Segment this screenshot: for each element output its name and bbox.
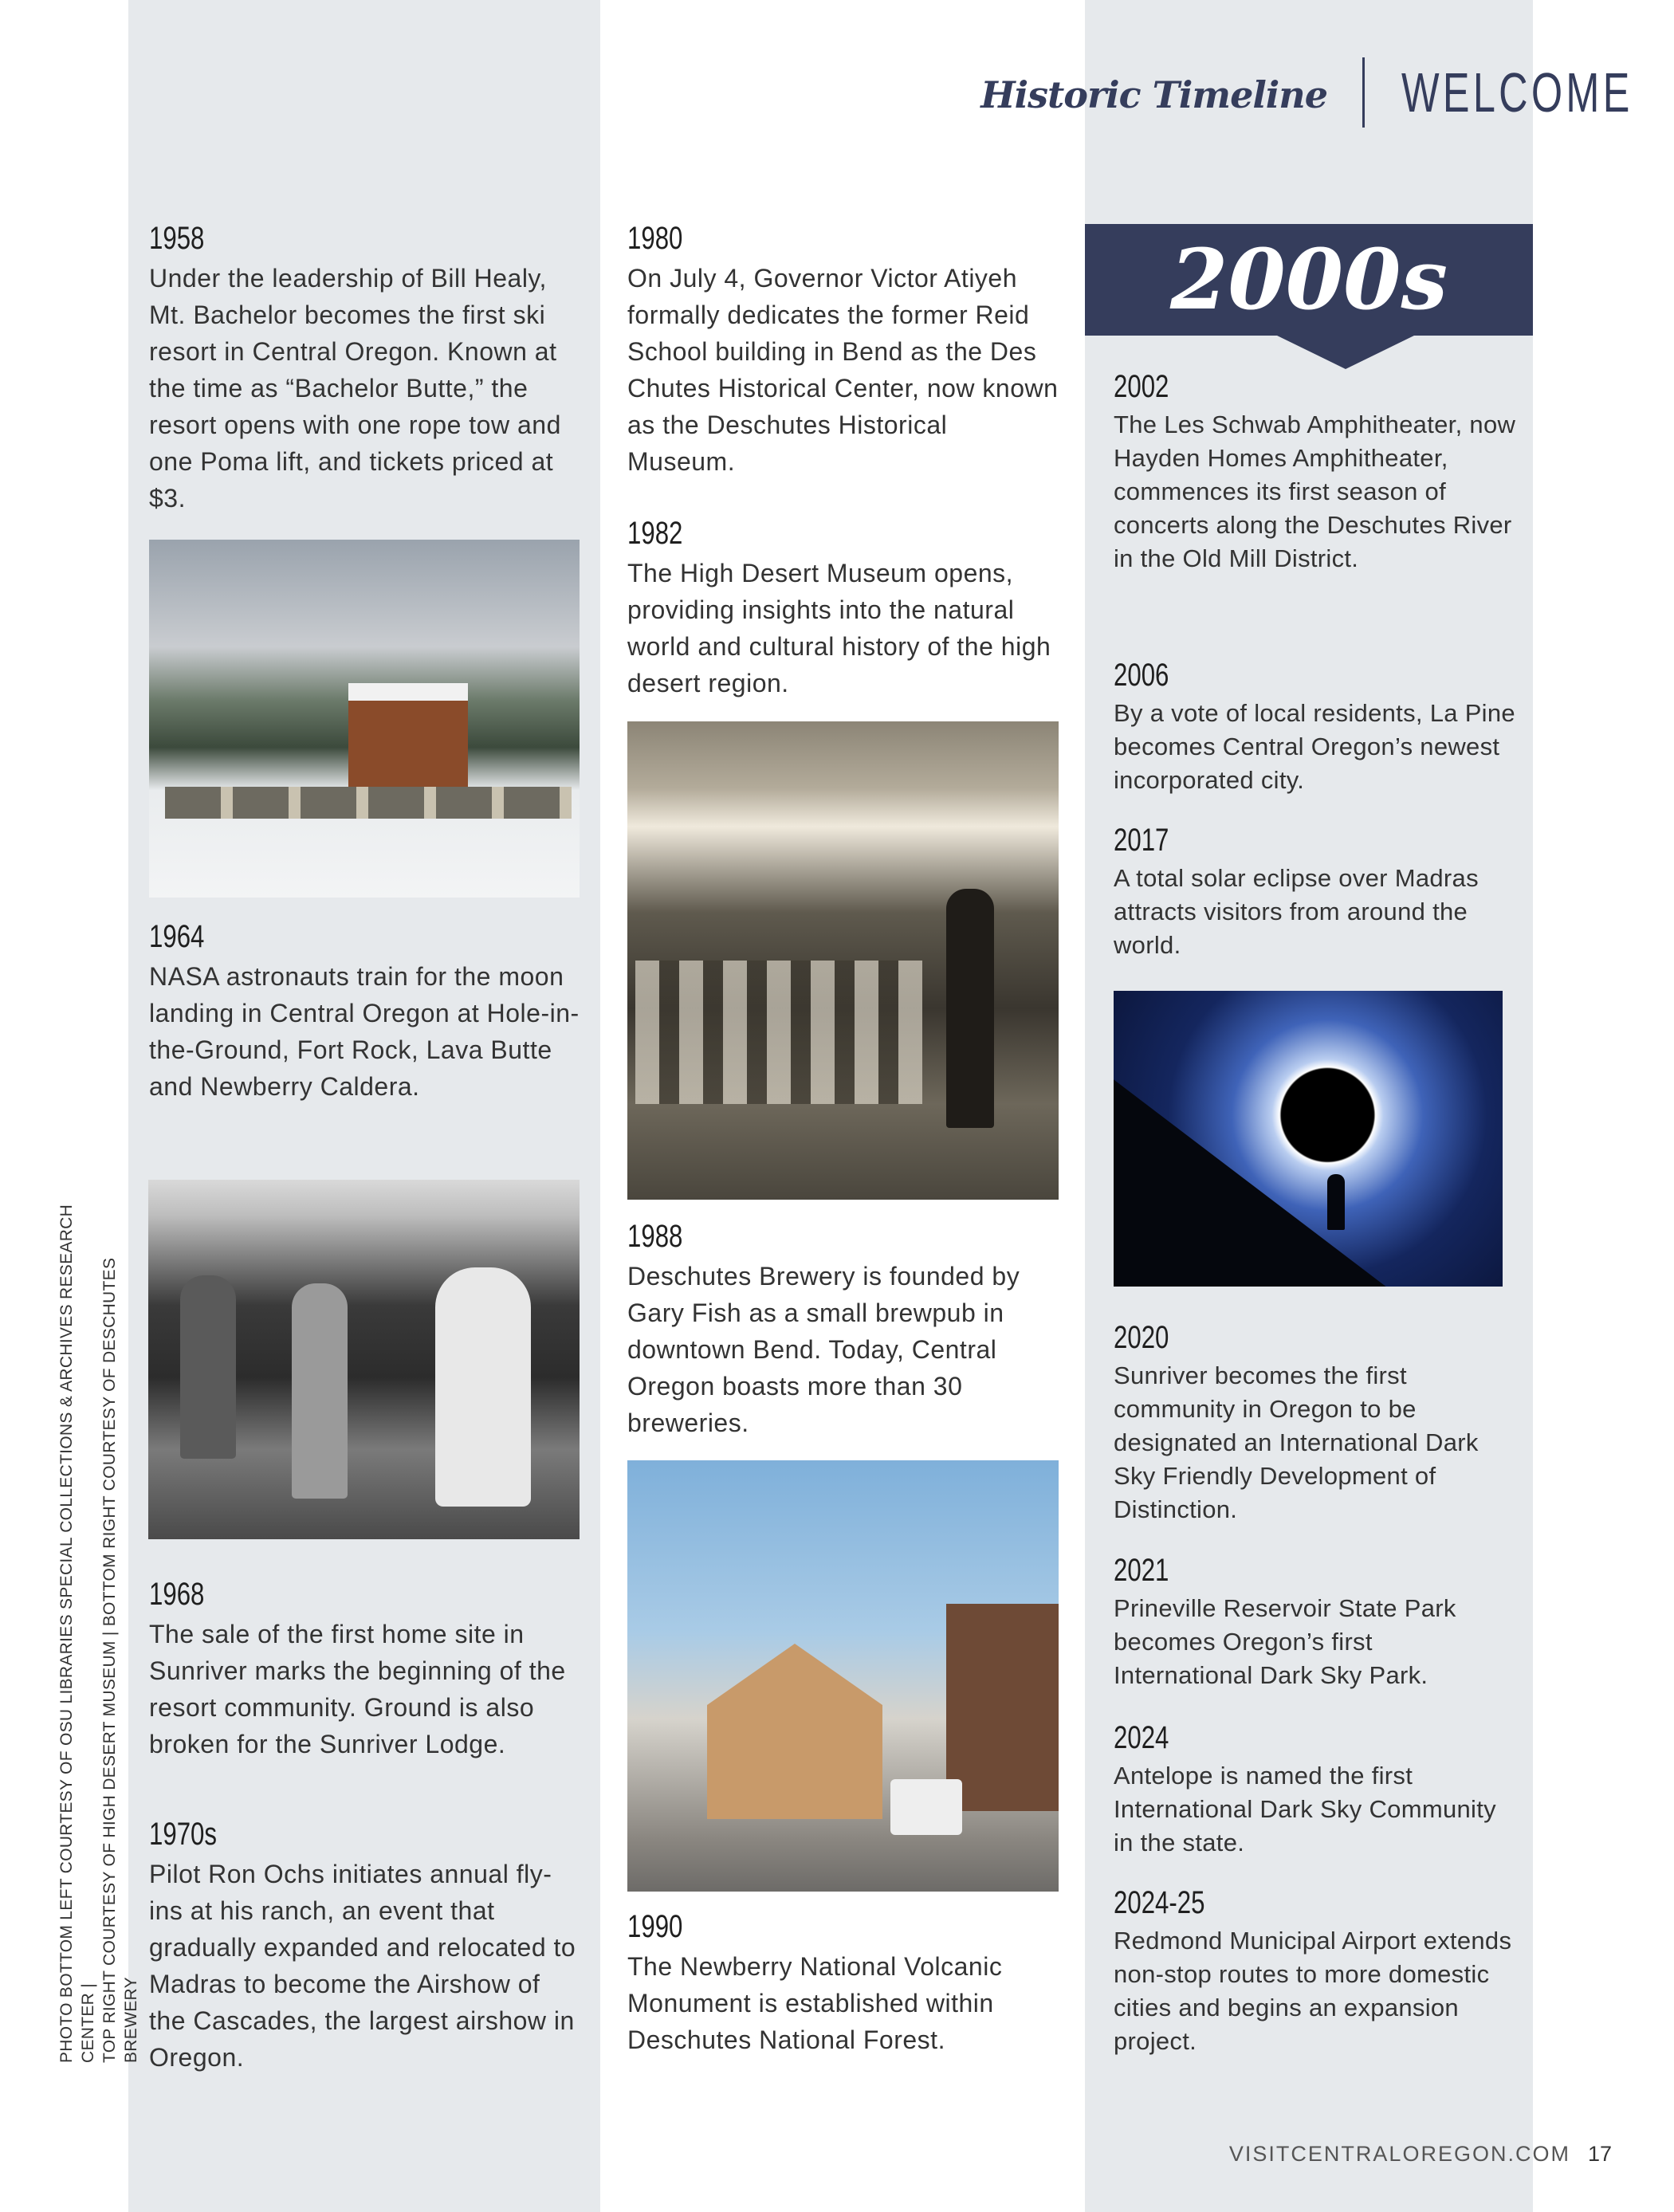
entry-year: 1990 <box>627 1909 683 1944</box>
photo-ski-lodge <box>149 540 580 898</box>
decade-label: 2000s <box>1169 230 1448 328</box>
entry-text: Sunriver becomes the first community in Oregon to be designated an International Dark Sky Friendly Development of Distinction. <box>1114 1361 1479 1523</box>
entry-year: 2020 <box>1114 1320 1169 1355</box>
building-frame <box>707 1644 882 1819</box>
banner-pointer <box>1275 335 1416 369</box>
brick-building <box>946 1604 1059 1811</box>
pickup-truck <box>890 1779 962 1835</box>
entry-year: 2006 <box>1114 658 1169 693</box>
entry-text: Redmond Municipal Airport extends non-stop routes to more domestic cities and begins an expansion project. <box>1114 1927 1512 2055</box>
decade-banner <box>1085 224 1533 336</box>
entry-year: 2021 <box>1114 1553 1169 1588</box>
entry-text: By a vote of local residents, La Pine becomes Central Oregon’s newest incorporated city. <box>1114 699 1515 794</box>
entry-text: The Les Schwab Amphitheater, now Hayden Homes Amphitheater, commences its first season of concerts along the Deschutes River in the Old Mill District. <box>1114 411 1516 572</box>
entry-year: 1982 <box>627 516 683 551</box>
timeline-entry-2020 <box>1114 1319 1516 1526</box>
astronaut-suit <box>435 1267 531 1507</box>
entry-text: Prineville Reservoir State Park becomes Oregon’s first International Dark Sky Park. <box>1114 1594 1456 1689</box>
timeline-entry-1958 <box>149 220 584 517</box>
entry-text: On July 4, Governor Victor Atiyeh formally dedicates the former Reid School building in Bend as the Des Chutes Historical Center, now known as the Deschutes Historical Museum. <box>627 264 1059 476</box>
page-number: 17 <box>1587 2142 1612 2166</box>
person-silhouette <box>1327 1174 1345 1230</box>
timeline-entry-1990 <box>627 1908 1062 2058</box>
entry-year: 1988 <box>627 1219 683 1254</box>
entry-year: 2024-25 <box>1114 1885 1205 1920</box>
entry-year: 2024 <box>1114 1720 1169 1755</box>
photo-brewery-construction <box>627 1460 1059 1892</box>
section-title: Historic Timeline <box>980 73 1327 116</box>
person <box>292 1283 348 1499</box>
hillside-silhouette <box>1114 991 1503 1287</box>
timeline-entry-2021 <box>1114 1552 1516 1692</box>
entry-year: 2017 <box>1114 823 1169 858</box>
entry-text: A total solar eclipse over Madras attracts visitors from around the world. <box>1114 864 1479 959</box>
timeline-entry-1964 <box>149 918 584 1105</box>
timeline-entry-1980 <box>627 220 1062 480</box>
credit-line-1: PHOTO BOTTOM LEFT COURTESY OF OSU LIBRARIES SPECIAL COLLECTIONS & ARCHIVES RESEARCH CENTER | <box>57 1204 97 2063</box>
audience <box>635 961 922 1104</box>
photo-solar-eclipse <box>1114 991 1503 1287</box>
page-footer <box>1229 2142 1612 2167</box>
section-label: WELCOME <box>1401 61 1633 124</box>
entry-text: Antelope is named the first International Dark Sky Community in the state. <box>1114 1762 1496 1856</box>
website-url[interactable]: VISITCENTRALOREGON.COM <box>1228 2142 1570 2166</box>
speaker <box>946 889 994 1128</box>
entry-text: Pilot Ron Ochs initiates annual fly-ins at his ranch, an event that gradually expanded and relocated to Madras to become the Airshow of the Cascades, the largest airshow in Oregon. <box>149 1860 576 2072</box>
lodge-building <box>348 683 468 788</box>
timeline-entry-1982 <box>627 515 1062 701</box>
entry-text: The sale of the first home site in Sunriver marks the beginning of the resort community. Ground is also broken for the Sunriver Lodge. <box>149 1620 566 1758</box>
entry-text: The Newberry National Volcanic Monument is established within Deschutes National Forest. <box>627 1952 1003 2054</box>
person <box>180 1275 236 1459</box>
timeline-entry-2024-25 <box>1114 1884 1516 2058</box>
entry-year: 2002 <box>1114 369 1169 404</box>
credit-line-2: TOP RIGHT COURTESY OF HIGH DESERT MUSEUM | BOTTOM RIGHT COURTESY OF DESCHUTES BREWERY <box>100 1257 140 2063</box>
header-divider <box>1362 57 1365 128</box>
timeline-entry-2017 <box>1114 822 1516 962</box>
entry-text: NASA astronauts train for the moon landing in Central Oregon at Hole-in-the-Ground, Fort Rock, Lava Butte and Newberry Caldera. <box>149 962 580 1101</box>
timeline-entry-1988 <box>627 1218 1062 1441</box>
timeline-entry-1968 <box>149 1576 584 1762</box>
timeline-entry-1970s <box>149 1816 584 2076</box>
entry-text: The High Desert Museum opens, providing insights into the natural world and cultural history of the high desert region. <box>627 559 1051 697</box>
timeline-entry-2002 <box>1114 368 1516 576</box>
photo-credits <box>56 1186 142 2063</box>
timeline-entry-2006 <box>1114 657 1516 797</box>
parked-cars <box>165 787 572 819</box>
photo-museum-gathering <box>627 721 1059 1200</box>
entry-year: 1970s <box>149 1817 218 1852</box>
entry-text: Under the leadership of Bill Healy, Mt. Bachelor becomes the first ski resort in Central Oregon. Known at the time as “Bachelor Butte,” the resort opens with one rope tow and one Poma lift, and tickets priced at $3. <box>149 264 561 513</box>
entry-text: Deschutes Brewery is founded by Gary Fish as a small brewpub in downtown Bend. Today, Central Oregon boasts more than 30 breweries. <box>627 1262 1020 1437</box>
photo-astronauts <box>148 1180 580 1539</box>
entry-year: 1980 <box>627 221 683 256</box>
entry-year: 1968 <box>149 1577 205 1612</box>
entry-year: 1964 <box>149 919 205 954</box>
timeline-entry-2024 <box>1114 1719 1516 1860</box>
entry-year: 1958 <box>149 221 205 256</box>
